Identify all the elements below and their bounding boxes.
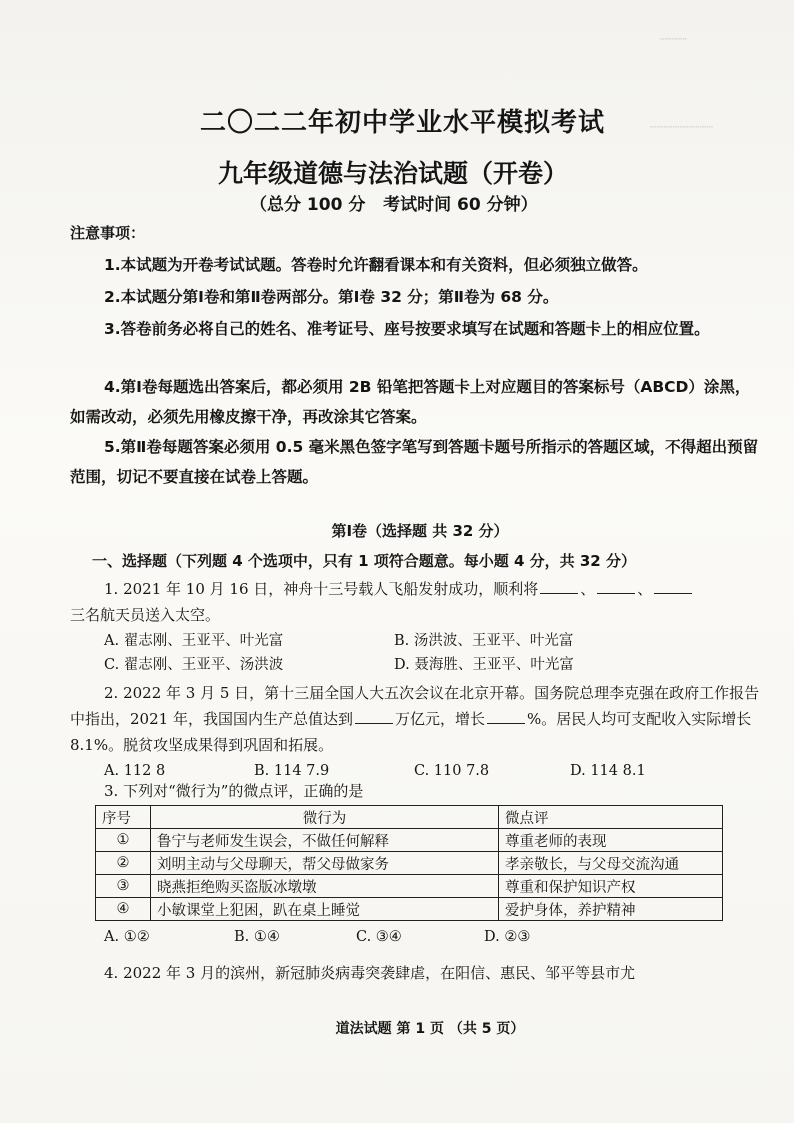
- notice-item-5: 5.第Ⅱ卷每题答案必须用 0.5 毫米黑色签字笔写到答题卡题号所指示的答题区域，不得超出预留范围，切记不要直接在试卷上答题。: [70, 438, 759, 486]
- micro-behavior-table: [95, 805, 723, 921]
- option-d[interactable]: D. 114 8.1: [570, 763, 646, 779]
- answer-blank: [540, 579, 578, 594]
- option-a[interactable]: A. ①②: [104, 929, 150, 945]
- table-cell: 爱护身体，养护精神: [499, 898, 723, 921]
- question-4: 4. 2022 年 3 月的滨州，新冠肺炎病毒突袭肆虐，在阳信、惠民、邹平等县市尤: [104, 964, 636, 982]
- table-cell: ③: [96, 875, 151, 898]
- notice-item-4: 4.第Ⅰ卷每题选出答案后，都必须用 2B 铅笔把答题卡上对应题目的答案标号（ABCD）涂黑，如需改动，必须先用橡皮擦干净，再改涂其它答案。: [70, 378, 751, 426]
- option-d[interactable]: D. 聂海胜、王亚平、叶光富: [394, 657, 574, 673]
- section-instructions: 一、选择题（下列题 4 个选项中，只有 1 项符合题意。每小题 4 分，共 32 分）: [92, 552, 636, 570]
- option-b[interactable]: B. 114 7.9: [254, 763, 330, 779]
- answer-blank: [487, 709, 525, 724]
- table-cell: ②: [96, 852, 151, 875]
- column-header: 微点评: [499, 806, 723, 829]
- table-row: [96, 875, 723, 898]
- table-cell: 刘明主动与父母聊天，帮父母做家务: [151, 852, 499, 875]
- option-a[interactable]: A. 翟志刚、王亚平、叶光富: [104, 633, 284, 649]
- question-2: 2. 2022 年 3 月 5 日，第十三届全国人大五次会议在北京开幕。国务院总理李克强在政府工作报告中指出，2021 年，我国国内生产总值达到 万亿元，增长 %。居民人均可支配收入实际增长 8.1%。脱贫攻坚成果得到巩固和拓展。: [70, 684, 760, 754]
- option-c[interactable]: C. 110 7.8: [414, 763, 490, 779]
- bleed-through-text: ┈┈┈┈┈┈┈: [650, 118, 714, 136]
- column-header: 微行为: [151, 806, 499, 829]
- exam-title: 二〇二二年初中学业水平模拟考试: [200, 108, 606, 138]
- table-cell: 晓燕拒绝购买盗版冰墩墩: [151, 875, 499, 898]
- notice-item-2: 2.本试题分第Ⅰ卷和第Ⅱ卷两部分。第Ⅰ卷 32 分；第Ⅱ卷为 68 分。: [104, 288, 559, 306]
- option-b[interactable]: B. 汤洪波、王亚平、叶光富: [394, 633, 574, 649]
- option-d[interactable]: D. ②③: [484, 929, 531, 945]
- question-3-options: [104, 924, 754, 950]
- question-3: 3. 下列对“微行为”的微点评，正确的是: [104, 782, 364, 800]
- question-1: 1. 2021 年 10 月 16 日，神舟十三号载人飞船发射成功，顺利将 、 、 三名航天员送入太空。: [70, 576, 760, 628]
- option-c[interactable]: C. 翟志刚、王亚平、汤洪波: [104, 657, 284, 673]
- answer-blank: [355, 709, 393, 724]
- table-header-row: [96, 806, 723, 829]
- notice-item-1: 1.本试题为开卷考试试题。答卷时允许翻看课本和有关资料，但必须独立做答。: [104, 256, 648, 274]
- exam-subject-title: 九年级道德与法治试题（开卷）: [218, 159, 569, 188]
- table-cell: 小敏课堂上犯困，趴在桌上睡觉: [151, 898, 499, 921]
- table-row: [96, 852, 723, 875]
- answer-blank: [597, 579, 635, 594]
- table-cell: ④: [96, 898, 151, 921]
- section-title: 第Ⅰ卷（选择题 共 32 分）: [331, 522, 509, 540]
- exam-info: （总分 100 分 考试时间 60 分钟）: [250, 195, 538, 215]
- option-b[interactable]: B. ①④: [234, 929, 280, 945]
- notice-heading: 注意事项：: [70, 224, 146, 242]
- table-cell: 鲁宁与老师发生误会，不做任何解释: [151, 829, 499, 852]
- table-cell: 孝亲敬长，与父母交流沟通: [499, 852, 723, 875]
- option-a[interactable]: A. 112 8: [104, 763, 166, 779]
- table-cell: ①: [96, 829, 151, 852]
- notice-item-3: 3.答卷前务必将自己的姓名、准考证号、座号按要求填写在试题和答题卡上的相应位置。: [104, 320, 710, 338]
- table-row: [96, 829, 723, 852]
- bleed-through-text: ┈┈┈: [660, 30, 688, 48]
- question-1-options: [104, 628, 754, 688]
- page-footer: 道法试题 第 1 页 （共 5 页）: [335, 1021, 525, 1037]
- option-c[interactable]: C. ③④: [356, 929, 402, 945]
- answer-blank: [654, 579, 692, 594]
- table-row: [96, 898, 723, 921]
- column-header: 序号: [96, 806, 151, 829]
- table-cell: 尊重和保护知识产权: [499, 875, 723, 898]
- table-cell: 尊重老师的表现: [499, 829, 723, 852]
